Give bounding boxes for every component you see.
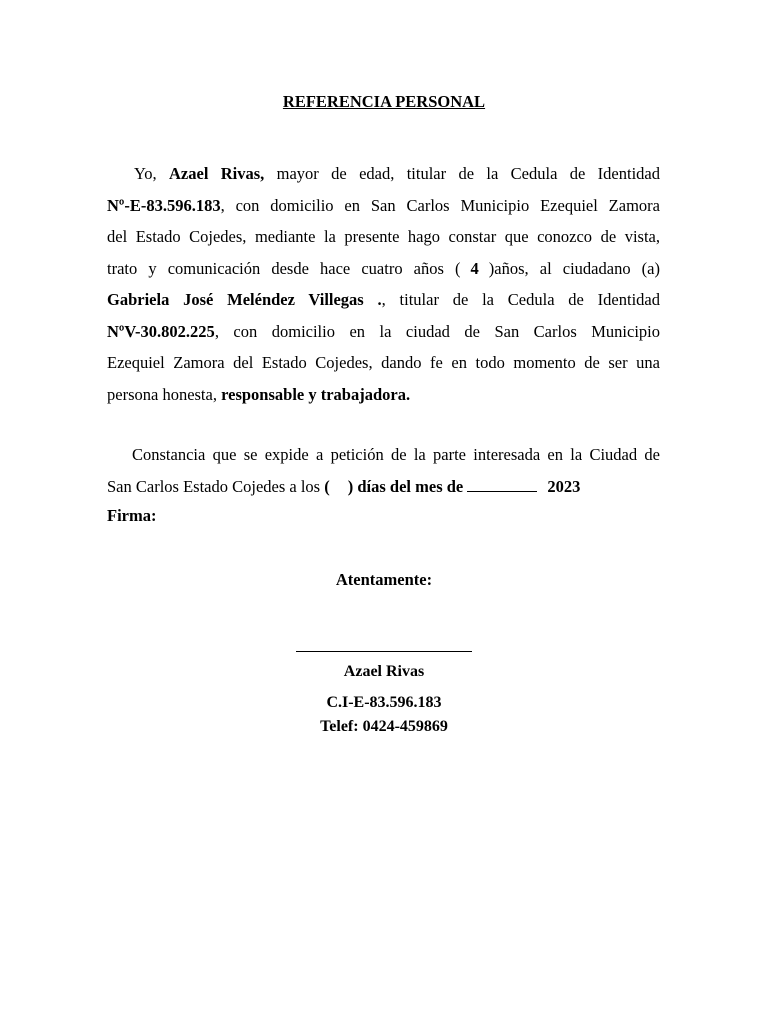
signer-phone: Telef: 0424-459869: [320, 718, 448, 735]
text-line: [107, 284, 660, 316]
text-span: Yo,: [134, 164, 169, 183]
signer-name: Azael Rivas: [343, 663, 425, 680]
firma-label: Firma:: [107, 506, 157, 525]
qualities-text: responsable y trabajadora.: [221, 384, 411, 404]
referenced-id: NºV-30.802.225: [107, 321, 215, 341]
year-text: 2023: [547, 476, 581, 496]
years-number: 4: [470, 258, 479, 278]
declarant-id: Nº-E-83.596.183: [107, 195, 221, 215]
text-span: persona honesta,: [107, 384, 222, 404]
text-span: )años, al ciudadano (a): [488, 258, 660, 278]
text-span: San Carlos Estado Cojedes a los: [107, 476, 325, 496]
text-line: [107, 190, 660, 222]
text-line: [107, 316, 660, 348]
text-line: del Estado Cojedes, mediante la presente hago constar que conozco de vista,: [107, 227, 660, 246]
day-paren-open: (: [324, 476, 330, 496]
declarant-name: Azael Rivas,: [169, 164, 265, 183]
month-blank-line: [467, 477, 537, 492]
text-line: Ezequiel Zamora del Estado Cojedes, dando fe en todo momento de ser una: [107, 353, 660, 372]
text-span: Constancia que se expide a petición de la parte interesada en la Ciudad de: [132, 445, 660, 464]
referenced-name: Gabriela José Meléndez Villegas .: [107, 290, 382, 309]
text-span: , con domicilio en la ciudad de San Carlos Municipio: [214, 321, 660, 341]
text-span: , con domicilio en San Carlos Municipio Ezequiel Zamora: [220, 195, 660, 215]
text-line: [107, 439, 660, 471]
signature-line: [296, 651, 472, 652]
text-line: [107, 158, 660, 190]
month-label: días del mes de: [353, 476, 468, 496]
closing-text: Atentamente:: [335, 570, 433, 589]
day-paren-close: ): [347, 476, 354, 496]
document-title: REFERENCIA PERSONAL: [282, 92, 486, 111]
signer-id: C.I-E-83.596.183: [326, 694, 442, 711]
paragraph-constancia: [107, 439, 660, 502]
text-line: [107, 379, 660, 411]
paragraph-declaration: [107, 158, 660, 410]
text-span: mayor de edad, titular de la Cedula de Identidad: [264, 164, 660, 183]
text-line: [107, 471, 660, 503]
text-line: [107, 253, 660, 285]
text-span: trato y comunicación desde hace cuatro años (: [107, 258, 461, 278]
text-span: , titular de la Cedula de Identidad: [381, 290, 660, 309]
